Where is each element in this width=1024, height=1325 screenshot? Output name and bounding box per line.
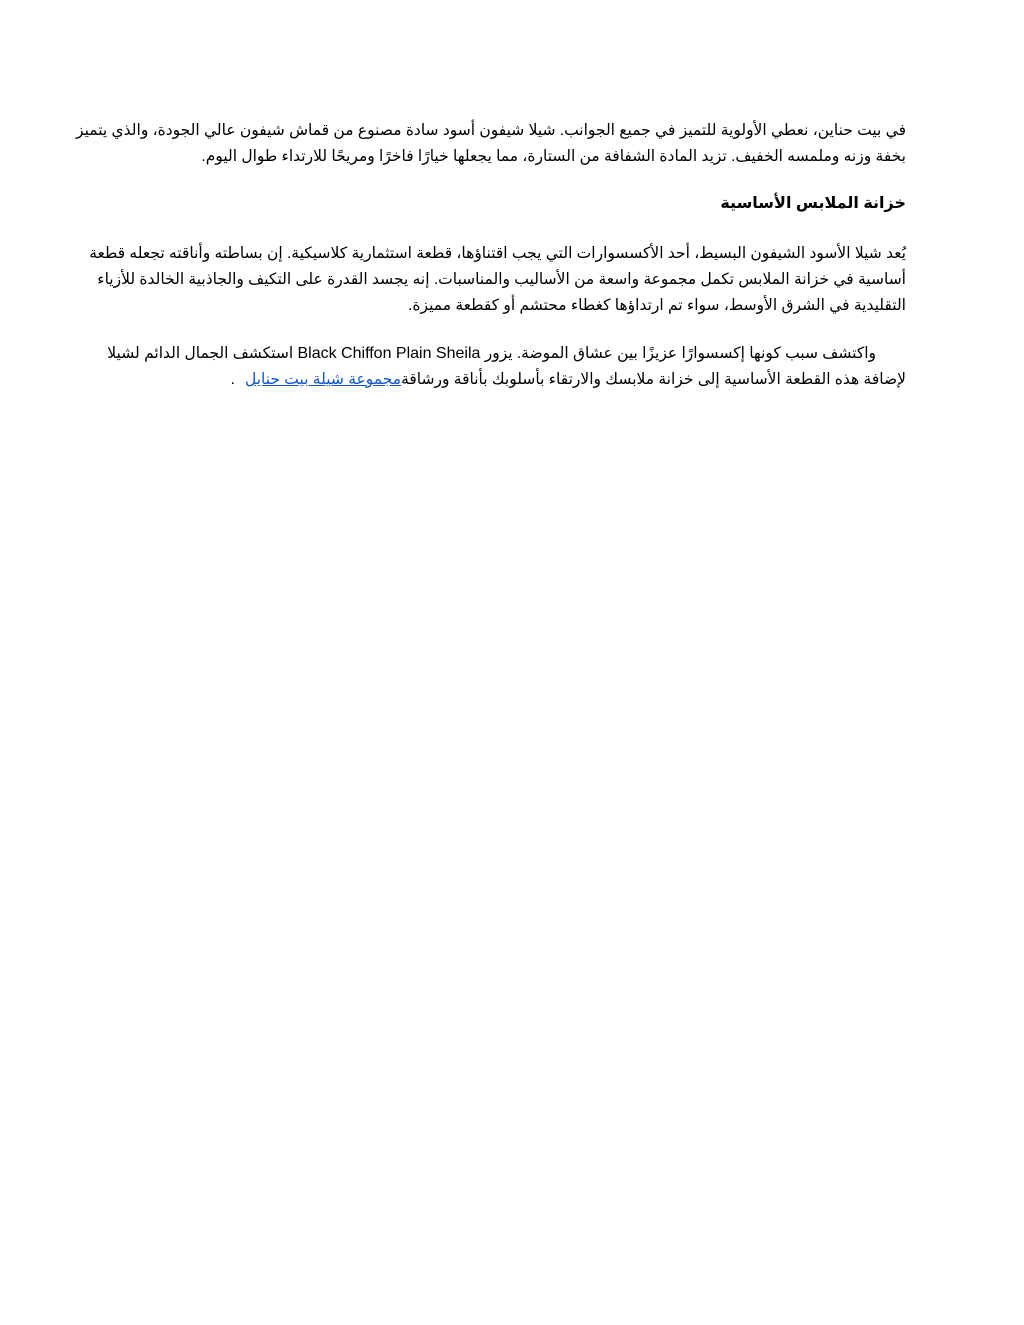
closing-trailing-period: . <box>230 371 235 388</box>
body-line-2: أساسية في خزانة الملابس تكمل مجموعة واسعة من الأساليب والمناسبات. إنه يجسد القدرة على التكيف والجاذبية الخالدة للأزياء <box>97 271 906 288</box>
closing-line-1-end: استكشف الجمال الدائم لشيلا <box>107 345 294 362</box>
closing-line-1-start: واكتشف سبب كونها إكسسوارًا عزيزًا بين عشاق الموضة. يزور <box>484 345 876 362</box>
section-heading: خزانة الملابس الأساسية <box>720 195 906 212</box>
document-page <box>76 0 906 1325</box>
closing-line-2-text: لإضافة هذه القطعة الأساسية إلى خزانة ملابسك والارتقاء بأسلوبك بأناقة ورشاقة <box>401 371 906 388</box>
intro-line-2: بخفة وزنه وملمسه الخفيف. تزيد المادة الشفافة من الستارة، مما يجعلها خيارًا فاخرًا ومريحًا للارتداء طوال اليوم. <box>201 148 906 165</box>
intro-paragraph <box>76 118 906 170</box>
closing-line-1 <box>107 341 906 367</box>
product-name: Black Chiffon Plain Sheila <box>297 345 481 362</box>
body-paragraph <box>89 241 906 319</box>
body-line-3: التقليدية في الشرق الأوسط، سواء تم ارتداؤها كغطاء محتشم أو كقطعة مميزة. <box>408 297 906 314</box>
sheila-collection-link[interactable]: مجموعة شيلة بيت حنايل <box>244 371 402 388</box>
closing-paragraph <box>107 341 906 393</box>
body-line-1: يُعد شيلا الأسود الشيفون البسيط، أحد الأكسسوارات التي يجب اقتناؤها، قطعة استثمارية كلاسيكية. إن بساطته وأناقته تجعله قطعة <box>89 245 906 262</box>
closing-line-2 <box>118 367 906 393</box>
intro-line-1: في بيت حناين، نعطي الأولوية للتميز في جميع الجوانب. شيلا شيفون أسود سادة مصنوع من قماش شيفون عالي الجودة، والذي يتميز <box>76 122 906 139</box>
